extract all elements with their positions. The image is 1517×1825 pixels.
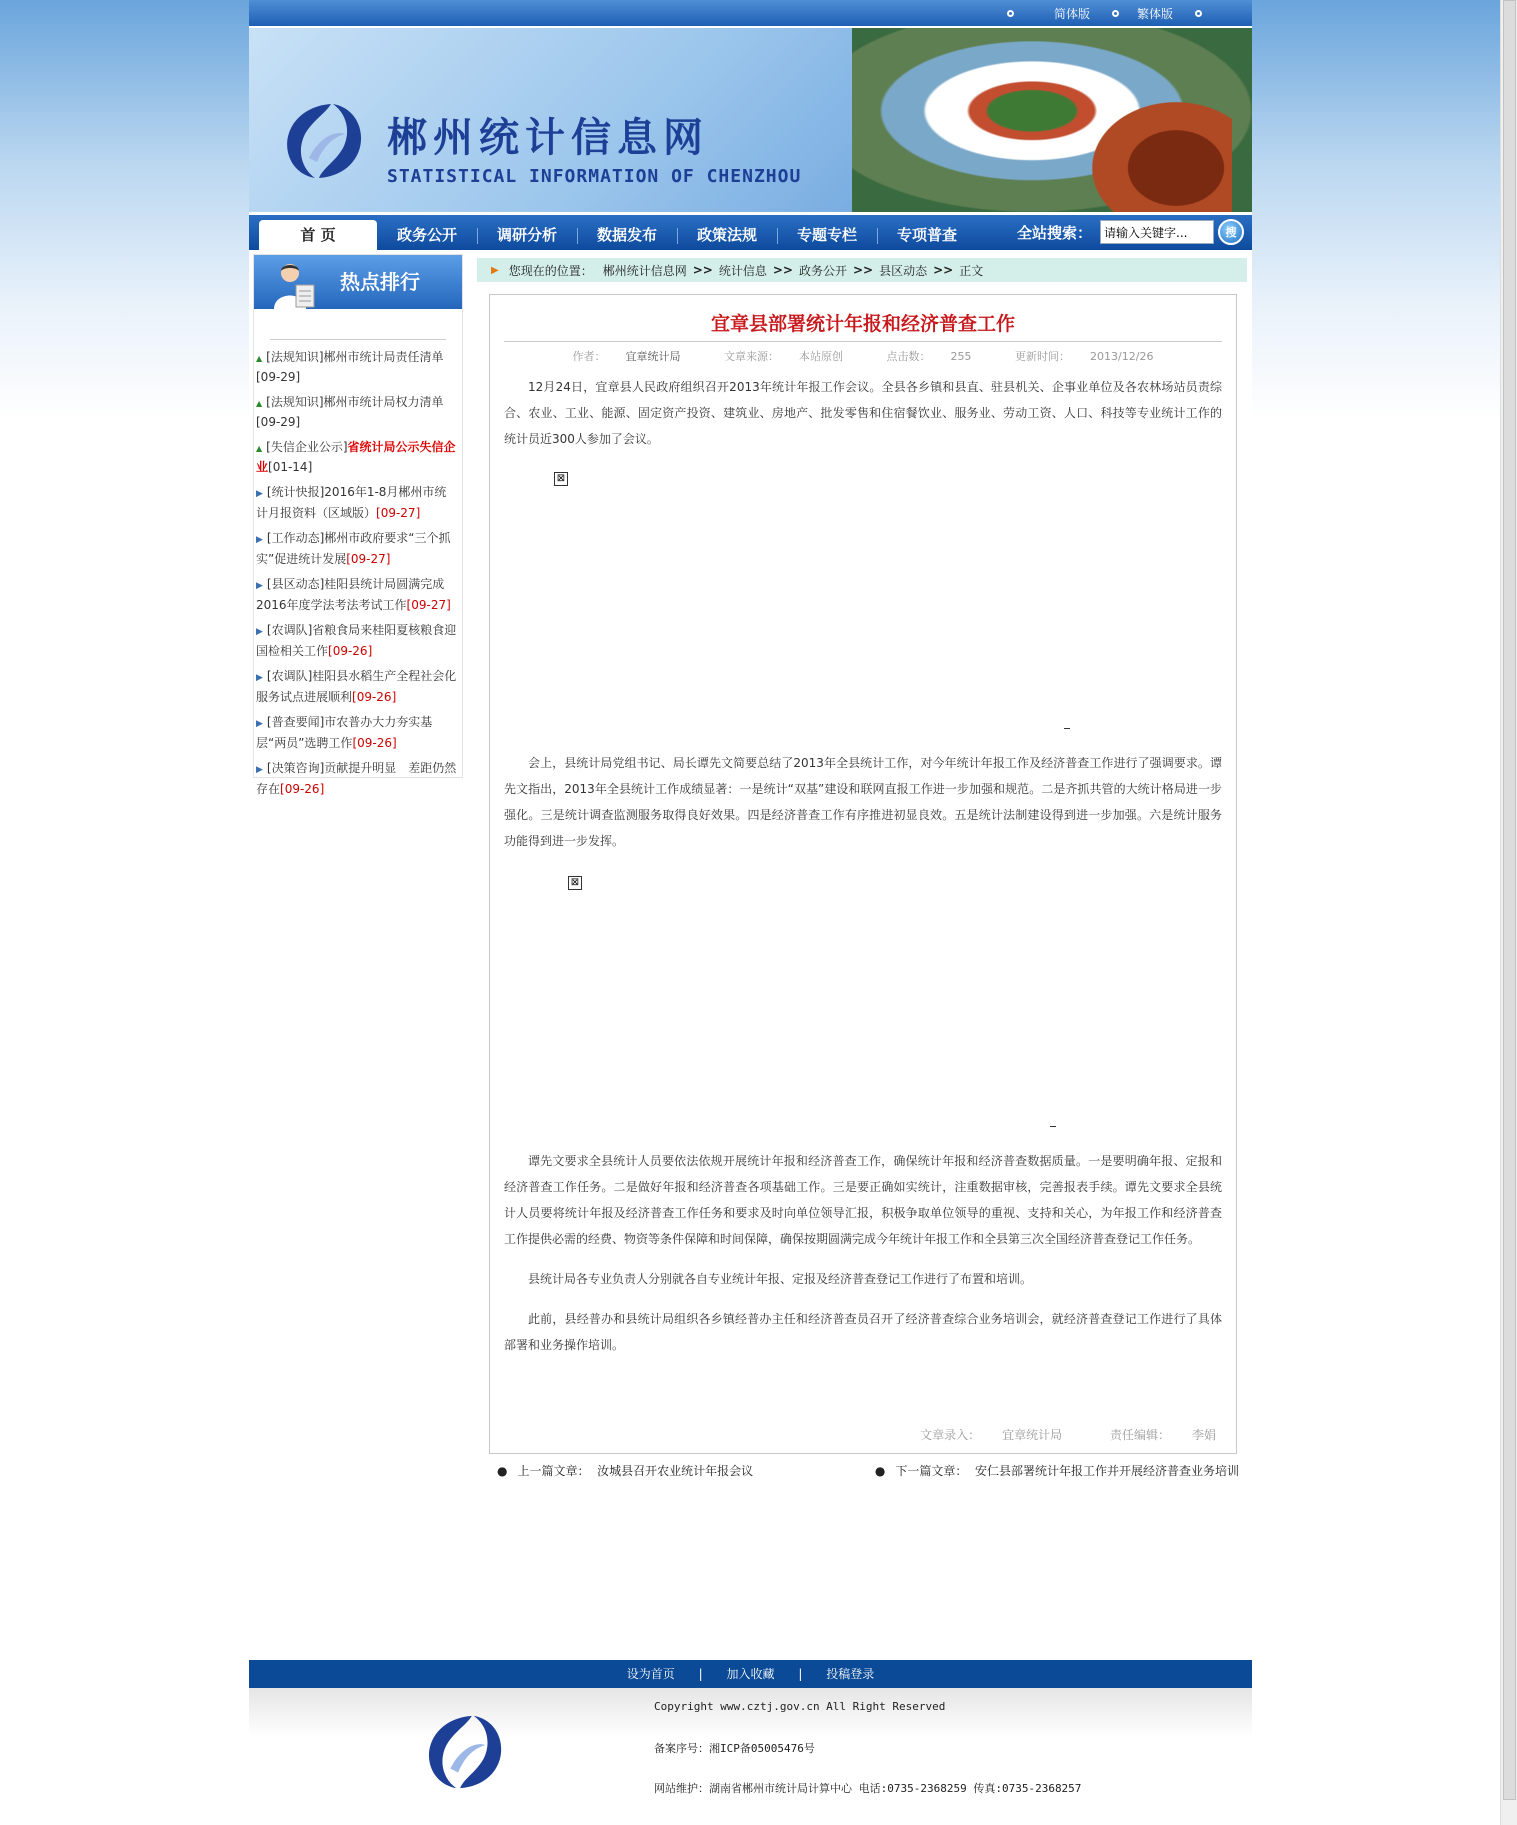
article-footer: [876, 1426, 1216, 1443]
news-date: [01-14]: [268, 460, 313, 474]
breadcrumb-separator: >>: [852, 263, 874, 277]
nav-research-analysis[interactable]: 调研分析: [477, 220, 577, 250]
link-separator: |: [798, 1667, 803, 1681]
simplified-chinese-link[interactable]: 简体版: [1053, 6, 1090, 21]
updated-label: 更新时间：: [1015, 350, 1071, 363]
breadcrumb-separator: >>: [933, 263, 954, 277]
footer: [249, 1688, 1252, 1810]
arrow-right-icon: ▶: [256, 535, 263, 545]
main-column: [477, 250, 1247, 1479]
breadcrumb: [477, 258, 1247, 282]
news-title[interactable]: 2016年1-8月郴州市统计月报资料（区域版）: [256, 485, 447, 520]
news-title[interactable]: 郴州市政府要求“三个抓实”促进统计发展: [256, 531, 451, 566]
top-bar: [249, 0, 1252, 28]
article-meta: [504, 348, 1222, 368]
footer-links-bar: [249, 1660, 1252, 1688]
prev-next-nav: [497, 1462, 1239, 1479]
footer-logo-icon: [421, 1710, 507, 1794]
breadcrumb-current: 正文: [959, 263, 984, 278]
add-favorite-link[interactable]: 加入收藏: [726, 1667, 775, 1681]
article-image: [504, 452, 1222, 742]
news-date: [09-26]: [352, 736, 397, 750]
news-title[interactable]: 市农普办大力夯实基层“两员”选聘工作: [256, 715, 433, 750]
news-tag[interactable]: [决策咨询]: [266, 761, 325, 775]
prev-article-link[interactable]: 汝城县召开农业统计年报会议: [597, 1464, 754, 1478]
article-paragraph: 会上，县统计局党组书记、局长谭先文简要总结了2013年全县统计工作，对今年统计年报工作及经济普查工作进行了强调要求。谭先文指出，2013年全县统计工作成绩显著：一是统计“双基”建设和联网直报工作进一步加强和规范。二是齐抓共管的大统计格局进一步强化。三是统计调查监测服务取得良好效果。四是经济普查工作有序推进初显良效。五是统计法制建设得到进一步加强。六是统计服务功能得到进一步发挥。: [504, 756, 1222, 848]
content-area: [249, 250, 1252, 1690]
sculpture-image: [1092, 102, 1232, 212]
breadcrumb-separator: >>: [692, 263, 713, 277]
breadcrumb-separator: >>: [772, 263, 793, 277]
news-date: [09-26]: [352, 690, 397, 704]
vertical-scrollbar[interactable]: [1500, 0, 1517, 1825]
author-value: 宜章统计局: [625, 350, 681, 363]
nav-data-release[interactable]: 数据发布: [577, 220, 677, 250]
news-tag[interactable]: [工作动态]: [266, 531, 325, 545]
breadcrumb-link-county[interactable]: 县区动态: [879, 263, 928, 278]
editor-label: 责任编辑：: [1109, 1428, 1170, 1442]
news-date: [09-29]: [256, 415, 301, 429]
nav-policies[interactable]: 政策法规: [677, 220, 777, 250]
sidebar-header: [254, 255, 462, 309]
clicks-label: 点击数：: [886, 350, 931, 363]
arrow-right-icon: ▶: [256, 673, 263, 683]
news-title[interactable]: 郴州市统计局权力清单: [323, 395, 444, 409]
article-paragraph: 此前，县经普办和县统计局组织各乡镇经普办主任和经济普查员召开了经济普查综合业务培训会，就经济普查登记工作进行了具体部署和业务操作培训。: [504, 1312, 1222, 1352]
list-item[interactable]: [254, 483, 462, 523]
entry-value: 宜章统计局: [1002, 1428, 1063, 1442]
site-search: [1017, 219, 1244, 245]
news-tag[interactable]: [失信企业公示]: [266, 440, 348, 454]
news-title[interactable]: 省粮食局来桂阳夏核粮食迎国检相关工作: [256, 623, 457, 658]
list-item[interactable]: [254, 393, 462, 432]
person-icon: [272, 261, 316, 309]
bullet-icon: [1195, 10, 1202, 17]
page-container: [249, 0, 1252, 1810]
hot-ranking-sidebar: [253, 254, 463, 796]
list-item[interactable]: [254, 438, 462, 477]
news-title[interactable]: 省统计局公示失信企业: [256, 440, 456, 474]
list-item[interactable]: [254, 575, 462, 615]
bullet-icon: [1112, 10, 1119, 17]
divider: [504, 341, 1222, 342]
prev-article: [497, 1462, 753, 1479]
arrow-up-icon: ▲: [256, 354, 263, 363]
news-tag[interactable]: [统计快报]: [266, 485, 325, 499]
news-title[interactable]: 桂阳县水稻生产全程社会化服务试点进展顺利: [256, 669, 457, 704]
list-item[interactable]: [254, 713, 462, 753]
chevron-right-icon: ▶: [491, 264, 499, 276]
clicks-value: 255: [950, 350, 972, 363]
source-value: 本站原创: [799, 350, 844, 363]
arrow-right-icon: ▶: [256, 489, 263, 499]
editor-value: 李娟: [1191, 1428, 1216, 1442]
arrow-right-icon: ▶: [256, 581, 263, 591]
breadcrumb-link-stats[interactable]: 统计信息: [718, 263, 767, 278]
prev-label: 上一篇文章：: [517, 1464, 590, 1478]
search-input[interactable]: [1100, 220, 1214, 244]
divider: [270, 339, 446, 340]
article-container: [489, 294, 1237, 1454]
submit-login-link[interactable]: 投稿登录: [826, 1667, 875, 1681]
next-article: [875, 1462, 1239, 1479]
divider: [1050, 1126, 1056, 1127]
main-nav: [249, 212, 1252, 250]
list-item[interactable]: [254, 529, 462, 569]
article-title: 宜章县部署统计年报和经济普查工作: [710, 313, 1015, 335]
set-homepage-link[interactable]: 设为首页: [626, 1667, 675, 1681]
source-label: 文章来源：: [724, 350, 780, 363]
hot-news-list: [254, 309, 462, 799]
list-item[interactable]: [254, 759, 462, 799]
news-tag[interactable]: [法规知识]: [266, 350, 324, 364]
news-date: [09-27]: [406, 598, 451, 612]
news-tag[interactable]: [法规知识]: [266, 395, 324, 409]
breadcrumb-link-home[interactable]: 郴州统计信息网: [602, 263, 687, 278]
search-label: 全站搜索：: [1016, 223, 1092, 242]
article-paragraph: 谭先文要求全县统计人员要依法依规开展统计年报和经济普查工作，确保统计年报和经济普查数据质量。一是要明确年报、定报和经济普查工作任务。二是做好年报和经济普查各项基础工作。三是要正确如实统计，注重数据审核，完善报表手续。谭先文要求全县统计人员要将统计年报及经济普查工作任务和要求及时向单位领导汇报，积极争取单位领导的重视、支持和关心，为年报工作和经济普查工作提供必需的经费、物资等条件保障和时间保障，确保按期圆满完成今年统计年报工作和全县第三次全国经济普查登记工作任务。: [504, 1154, 1222, 1246]
news-title[interactable]: 郴州市统计局责任清单: [323, 350, 444, 364]
entry-label: 文章录入：: [920, 1428, 981, 1442]
breadcrumb-link-affairs[interactable]: 政务公开: [798, 263, 847, 278]
updated-value: 2013/12/26: [1090, 350, 1154, 363]
bullet-icon: [1007, 10, 1014, 17]
broken-image-icon: ⊠: [568, 876, 582, 890]
list-item[interactable]: [254, 348, 462, 387]
bullet-icon: ●: [497, 1464, 508, 1478]
list-item[interactable]: [254, 621, 462, 661]
link-separator: |: [698, 1667, 703, 1681]
arrow-right-icon: ▶: [256, 627, 263, 637]
icp-text: 备案序号：湘ICP备05005476号: [654, 1742, 815, 1755]
next-article-link[interactable]: 安仁县部署统计年报工作并开展经济普查业务培训: [974, 1464, 1239, 1478]
divider: [1064, 728, 1070, 729]
sidebar-title: 热点排行: [340, 270, 420, 294]
next-label: 下一篇文章：: [895, 1464, 968, 1478]
list-item[interactable]: [254, 667, 462, 707]
breadcrumb-label: 您现在的位置：: [508, 263, 593, 278]
news-tag[interactable]: [县区动态]: [266, 577, 325, 591]
author-label: 作者：: [572, 350, 606, 363]
news-tag[interactable]: [普查要闻]: [266, 715, 325, 729]
news-date: [09-26]: [280, 782, 325, 796]
site-logo-icon: [279, 98, 367, 184]
nav-government-affairs[interactable]: 政务公开: [396, 226, 457, 244]
arrow-right-icon: ▶: [256, 765, 263, 775]
news-date: [09-27]: [376, 506, 421, 520]
news-title[interactable]: 贡献提升明显 差距仍然存在: [256, 761, 457, 796]
news-date: [09-26]: [328, 644, 373, 658]
article-image: [504, 854, 1222, 1138]
nav-home[interactable]: 首 页: [259, 220, 377, 250]
nav-census[interactable]: 专项普查: [877, 220, 977, 250]
news-title[interactable]: 桂阳县统计局圆满完成2016年度学法考法考试工作: [256, 577, 445, 612]
arrow-up-icon: ▲: [256, 399, 263, 408]
arrow-right-icon: ▶: [256, 719, 263, 729]
nav-special-topics[interactable]: 专题专栏: [777, 220, 877, 250]
bullet-icon: ●: [874, 1464, 886, 1478]
article-paragraph: 12月24日，宜章县人民政府组织召开2013年统计年报工作会议。全县各乡镇和县直、驻县机关、企事业单位及各农林场站员责综合、农业、工业、能源、固定资产投资、建筑业、房地产、批发零售和住宿餐饮业、服务业、劳动工资、人口、科技等专业统计工作的统计员近300人参加了会议。: [504, 380, 1222, 446]
site-banner: [249, 28, 1252, 212]
news-date: [09-29]: [256, 370, 301, 384]
traditional-chinese-link[interactable]: 繁体版: [1136, 6, 1173, 21]
arrow-up-icon: ▲: [256, 444, 263, 453]
site-subtitle: STATISTICAL INFORMATION OF CHENZHOU: [387, 166, 802, 187]
article-paragraph: 县统计局各专业负责人分别就各自专业统计年报、定报及经济普查登记工作进行了布置和培训。: [528, 1272, 1033, 1286]
news-tag[interactable]: [农调队]: [266, 669, 313, 683]
maintenance-text: 网站维护：湖南省郴州市统计局计算中心 电话:0735-2368259 传真:0735-2368257: [654, 1782, 1082, 1795]
copyright-text: Copyright www.cztj.gov.cn All Right Reserved: [654, 1700, 946, 1713]
news-date: [09-27]: [346, 552, 391, 566]
search-button[interactable]: 搜: [1218, 219, 1244, 245]
site-title: 郴州统计信息网: [387, 115, 709, 161]
scrollbar-thumb[interactable]: [1503, 0, 1516, 1800]
news-tag[interactable]: [农调队]: [266, 623, 313, 637]
broken-image-icon: ⊠: [554, 472, 568, 486]
